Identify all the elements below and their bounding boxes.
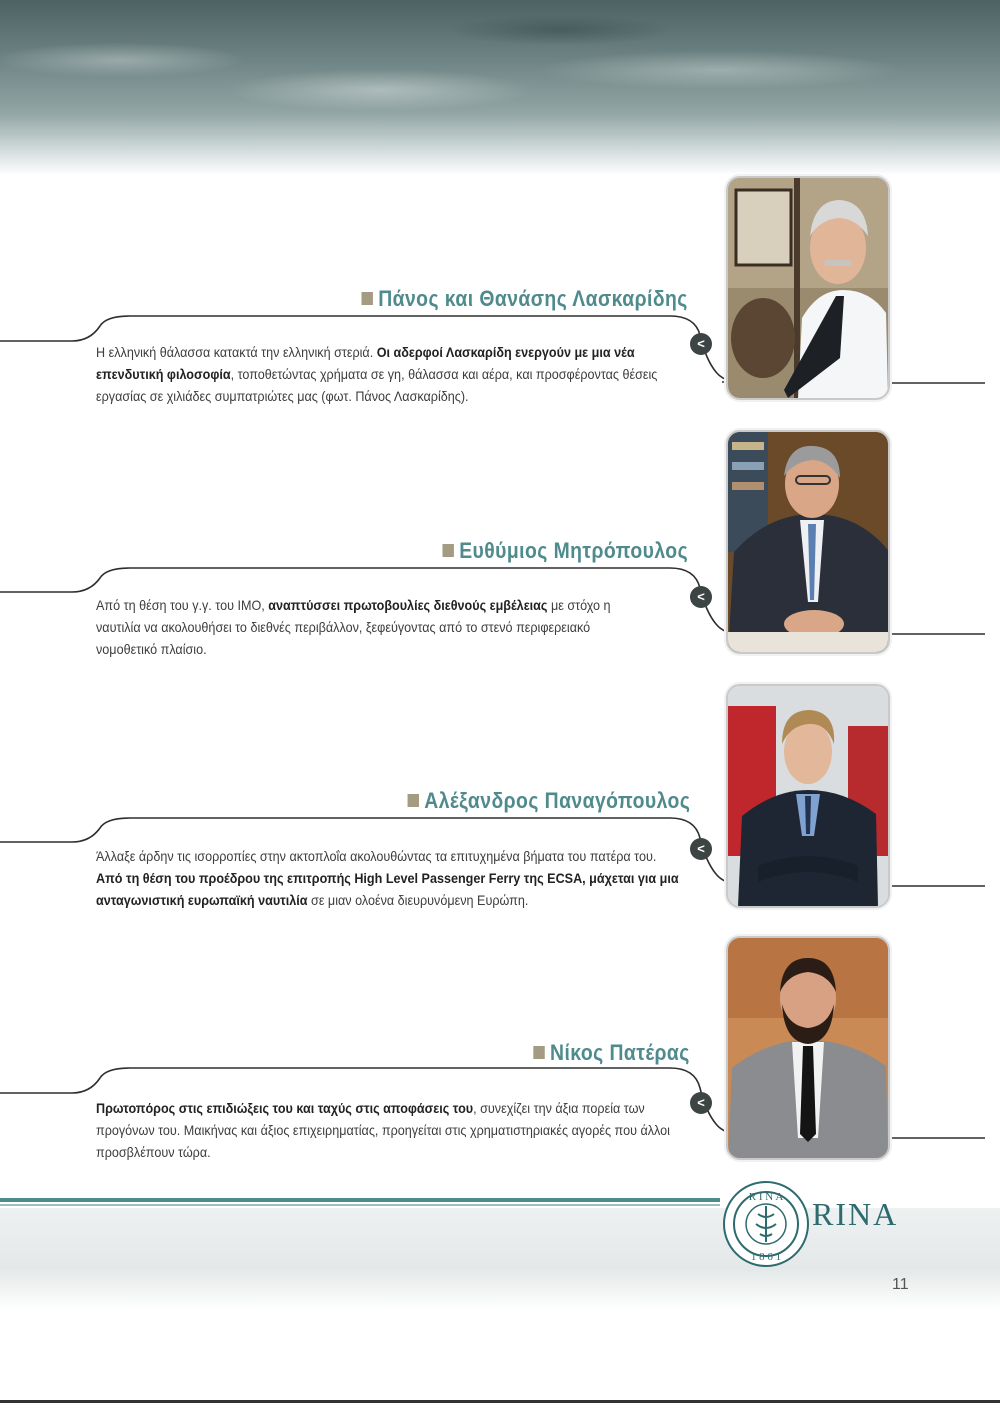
entry-text-mitropoulos: Από τη θέση του γ.γ. του IMO, αναπτύσσει πρωτοβουλίες διεθνούς εμβέλειας με στόχο η ναυτιλία να ακολουθήσει το διεθνές περιβάλλον, ξεφεύγοντας από το στενό περιφερειακό νομοθετικό πλαίσιο. — [96, 597, 611, 657]
left-chevron-icon: < — [690, 586, 712, 608]
portrait-photo-pateras — [726, 936, 890, 1160]
square-bullet-icon — [442, 544, 453, 557]
entry-title-pateras: Νίκος Πατέρας — [534, 1040, 690, 1066]
svg-text:R I N A: R I N A — [748, 1191, 784, 1203]
rina-seal-logo — [722, 1180, 810, 1268]
entry-title-laskaridis: Πάνος και Θανάσης Λασκαρίδης — [362, 286, 688, 312]
entry-text-panagopoulos: Άλλαξε άρδην τις ισορροπίες στην ακτοπλοΐα ακολουθώντας τα επιτυχημένα βήματα του πατέρα του. Από τη θέση του προέδρου της επιτροπής High Level Passenger Ferry της ECSA, μάχεται για μια ανταγωνιστική ευρωπαϊκή ναυτιλία σε μιαν ολοένα διευρυνόμενη Ευρώπη. — [96, 848, 679, 908]
portrait-photo-laskaridis — [726, 176, 890, 400]
entry-title-panagopoulos: Αλέξανδρος Παναγόπουλος — [407, 788, 690, 814]
square-bullet-icon — [534, 1046, 545, 1059]
footer-rule-thin — [0, 1204, 720, 1206]
bottom-rule — [0, 1400, 1000, 1403]
square-bullet-icon — [362, 292, 373, 305]
svg-text:1 8 6 1: 1 8 6 1 — [750, 1251, 782, 1263]
square-bullet-icon — [407, 794, 418, 807]
entry-title-mitropoulos: Ευθύμιος Μητρόπουλος — [442, 538, 688, 564]
entry-text-pateras: Πρωτοπόρος στις επιδιώξεις του και ταχύς στις αποφάσεις του, συνεχίζει την άξια πορεία των προγόνων του. Μαικήνας και άξιος επιχειρηματίας, προηγείται στις χρηματιστηριακές αγορές που άλλοι προσβλέπουν τώρα. — [96, 1100, 670, 1160]
portrait-photo-panagopoulos — [726, 684, 890, 908]
entry-text-laskaridis: Η ελληνική θάλασσα κατακτά την ελληνική στεριά. Οι αδερφοί Λασκαρίδη ενεργούν με μια νέα επενδυτική φιλοσοφία, τοποθετώντας χρήματα σε γη, θάλασσα και αέρα, και προσφέροντας θέσεις εργασίας σε χιλιάδες συμπατριώτες μας (φωτ. Πάνος Λασκαρίδης). — [96, 344, 658, 404]
page-number: 11 — [892, 1276, 909, 1293]
left-chevron-icon: < — [690, 333, 712, 355]
left-chevron-icon: < — [690, 1092, 712, 1114]
rina-wordmark: RINA — [812, 1196, 899, 1232]
portrait-photo-mitropoulos — [726, 430, 890, 654]
footer-rule — [0, 1198, 720, 1202]
left-chevron-icon: < — [690, 838, 712, 860]
